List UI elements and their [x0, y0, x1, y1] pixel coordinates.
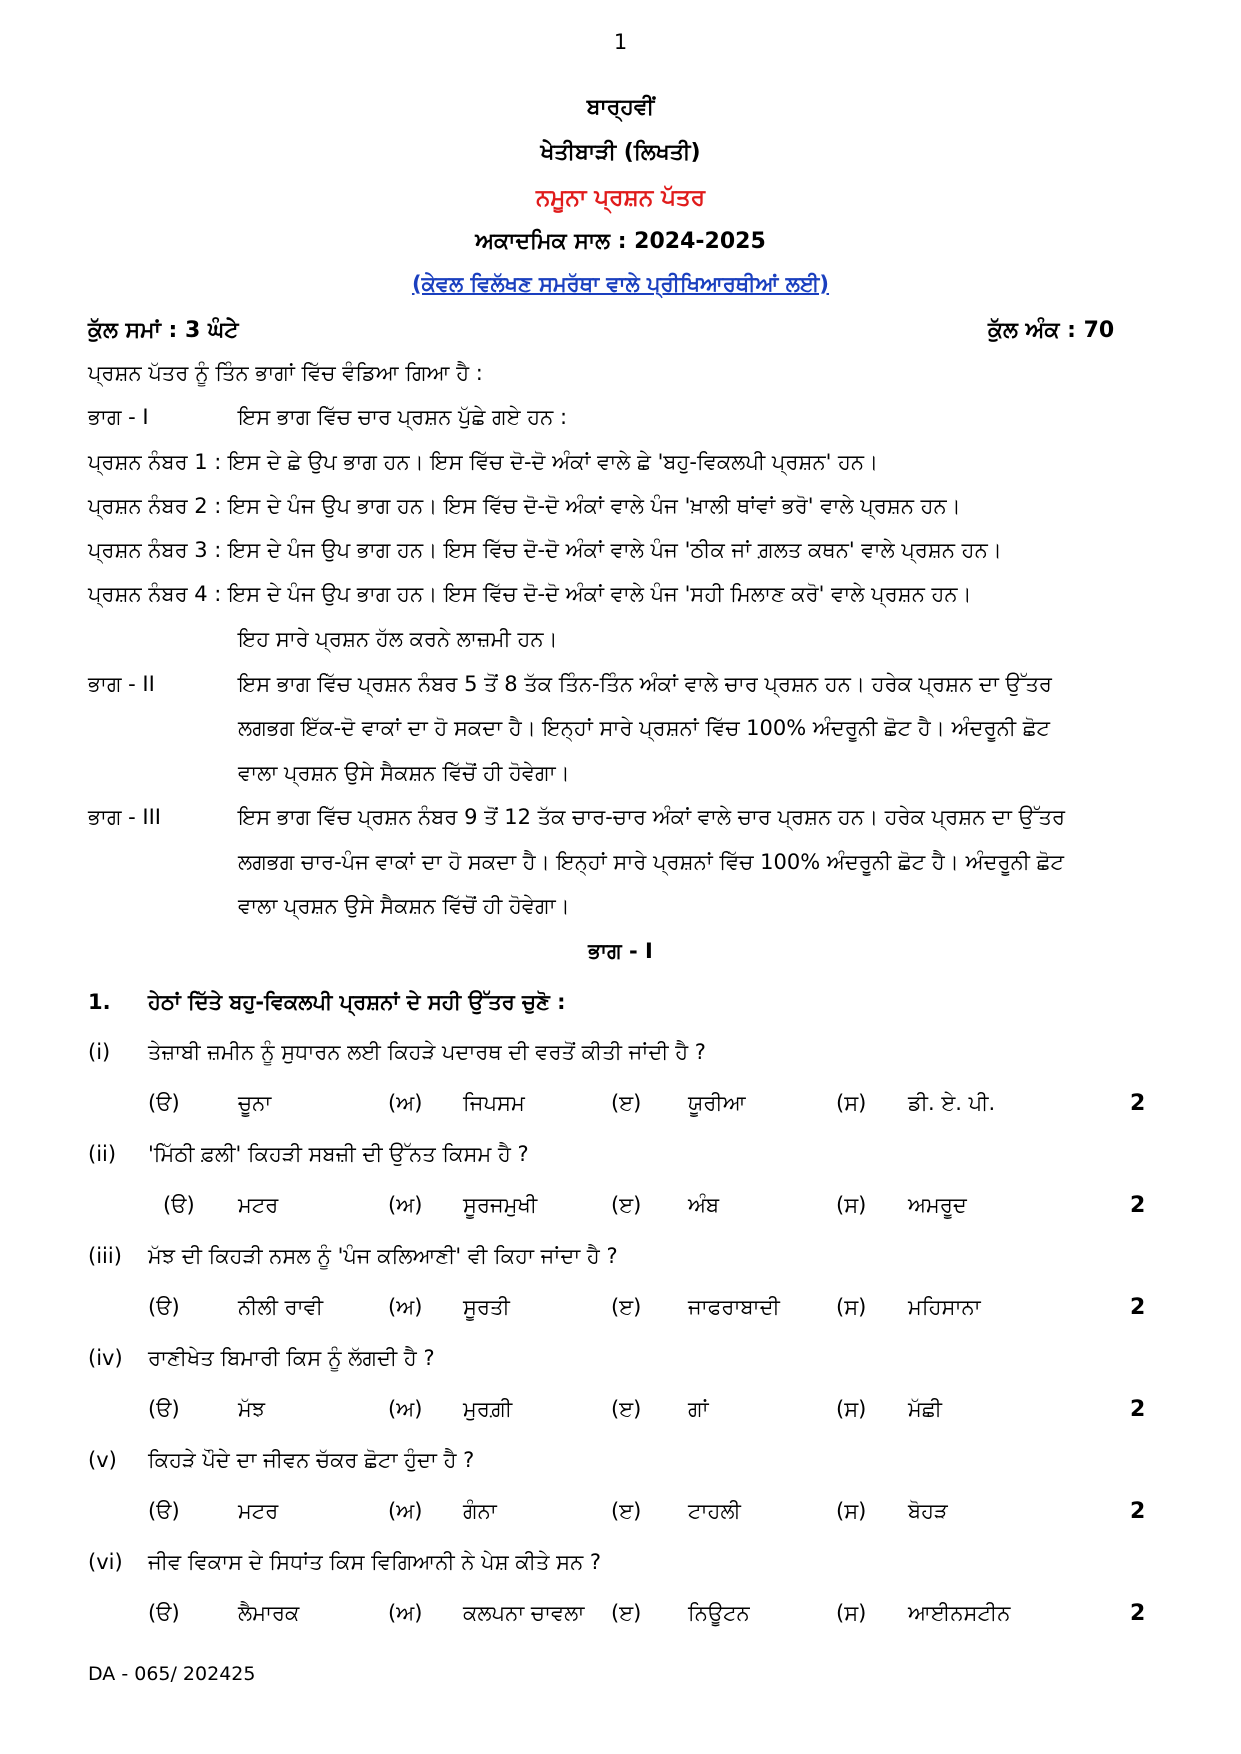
option-text: ਸੂਰਜਮੁਖੀ [463, 1193, 538, 1217]
part1-label: ਭਾਗ - I [88, 405, 149, 429]
marks: 2 [1130, 1295, 1146, 1320]
sub-question-text: ਤੇਜ਼ਾਬੀ ਜ਼ਮੀਨ ਨੂੰ ਸੁਧਾਰਨ ਲਈ ਕਿਹੜੇ ਪਦਾਰਥ ਦੀ ਵਰਤੋਂ ਕੀਤੀ ਜਾਂਦੀ ਹੈ ? [148, 1040, 706, 1064]
option-label: (ਅ) [388, 1091, 423, 1115]
option-text: ਮਟਰ [238, 1193, 279, 1217]
option-text: ਨਿਊਟਨ [688, 1601, 750, 1625]
option-label: (ੲ) [611, 1091, 642, 1115]
option-text: ਅਮਰੂਦ [908, 1193, 967, 1217]
sub-question-number: (v) [88, 1448, 117, 1472]
option-text: ਮੁਰਗ਼ੀ [463, 1397, 513, 1421]
option-text: ਟਾਹਲੀ [688, 1499, 741, 1523]
option-label: (ਸ) [836, 1499, 867, 1523]
instruction-q3: ਪ੍ਰਸ਼ਨ ਨੰਬਰ 3 : ਇਸ ਦੇ ਪੰਜ ਉਪ ਭਾਗ ਹਨ। ਇਸ ਵਿੱਚ ਦੋ-ਦੋ ਅੰਕਾਂ ਵਾਲੇ ਪੰਜ 'ਠੀਕ ਜਾਂ ਗ਼ਲਤ ਕਥਨ' ਵਾਲੇ ਪ੍ਰਸ਼ਨ ਹਨ। [88, 538, 1002, 562]
part2-line2: ਲਗਭਗ ਇੱਕ-ਦੋ ਵਾਕਾਂ ਦਾ ਹੋ ਸਕਦਾ ਹੈ। ਇਨ੍ਹਾਂ ਸਾਰੇ ਪ੍ਰਸ਼ਨਾਂ ਵਿੱਚ 100% ਅੰਦਰੂਨੀ ਛੋਟ ਹੈ। ਅੰਦਰੂਨੀ ਛੋਟ [238, 716, 1050, 740]
option-label: (ਸ) [836, 1091, 867, 1115]
option-text: ਯੂਰੀਆ [688, 1091, 746, 1115]
option-label: (ੳ) [163, 1193, 195, 1217]
sub-question-text: 'ਮਿੱਠੀ ਫ਼ਲੀ' ਕਿਹੜੀ ਸਬਜ਼ੀ ਦੀ ਉੱਨਤ ਕਿਸਮ ਹੈ ? [148, 1142, 529, 1166]
option-text: ਲੈਮਾਰਕ [238, 1601, 300, 1625]
option-label: (ੳ) [148, 1499, 180, 1523]
option-label: (ੲ) [611, 1499, 642, 1523]
option-label: (ਸ) [836, 1295, 867, 1319]
question-heading: ਹੇਠਾਂ ਦਿੱਤੇ ਬਹੁ-ਵਿਕਲਪੀ ਪ੍ਰਸ਼ਨਾਂ ਦੇ ਸਹੀ ਉੱਤਰ ਚੁਣੋ : [148, 990, 566, 1014]
option-text: ਗੰਨਾ [463, 1499, 497, 1523]
instruction-q1: ਪ੍ਰਸ਼ਨ ਨੰਬਰ 1 : ਇਸ ਦੇ ਛੇ ਉਪ ਭਾਗ ਹਨ। ਇਸ ਵਿੱਚ ਦੋ-ਦੋ ਅੰਕਾਂ ਵਾਲੇ ਛੇ 'ਬਹੁ-ਵਿਕਲਪੀ ਪ੍ਰਸ਼ਨ' ਹਨ। [88, 450, 879, 474]
option-label: (ਅ) [388, 1397, 423, 1421]
option-label: (ਸ) [836, 1601, 867, 1625]
sub-question-number: (iv) [88, 1346, 123, 1370]
section-title: ਭਾਗ - I [588, 939, 653, 963]
option-label: (ੲ) [611, 1601, 642, 1625]
option-text: ਕਲਪਨਾ ਚਾਵਲਾ [463, 1601, 585, 1625]
option-label: (ੳ) [148, 1601, 180, 1625]
instructions-intro: ਪ੍ਰਸ਼ਨ ਪੱਤਰ ਨੂੰ ਤਿੰਨ ਭਾਗਾਂ ਵਿੱਚ ਵੰਡਿਆ ਗਿਆ ਹੈ : [88, 361, 483, 385]
marks: 2 [1130, 1397, 1146, 1422]
special-note: (ਕੇਵਲ ਵਿਲੱਖਣ ਸਮਰੱਥਾ ਵਾਲੇ ਪ੍ਰੀਖਿਆਰਥੀਆਂ ਲਈ) [411, 272, 830, 296]
marks: 2 [1130, 1193, 1146, 1218]
option-text: ਨੀਲੀ ਰਾਵੀ [238, 1295, 324, 1319]
part1-text: ਇਸ ਭਾਗ ਵਿੱਚ ਚਾਰ ਪ੍ਰਸ਼ਨ ਪੁੱਛੇ ਗਏ ਹਨ : [238, 405, 568, 429]
sub-question-number: (iii) [88, 1244, 122, 1268]
instruction-q2: ਪ੍ਰਸ਼ਨ ਨੰਬਰ 2 : ਇਸ ਦੇ ਪੰਜ ਉਪ ਭਾਗ ਹਨ। ਇਸ ਵਿੱਚ ਦੋ-ਦੋ ਅੰਕਾਂ ਵਾਲੇ ਪੰਜ 'ਖ਼ਾਲੀ ਥਾਂਵਾਂ ਭਰੋ' ਵਾਲੇ ਪ੍ਰਸ਼ਨ ਹਨ। [88, 494, 961, 518]
option-label: (ੲ) [611, 1193, 642, 1217]
option-label: (ਅ) [388, 1193, 423, 1217]
class-title: ਬਾਰ੍ਹਵੀਂ [586, 95, 655, 120]
option-text: ਜਿਪਸਮ [463, 1091, 525, 1115]
marks: 2 [1130, 1601, 1146, 1626]
option-text: ਮੱਝ [238, 1397, 266, 1421]
sub-question-text: ਕਿਹੜੇ ਪੌਦੇ ਦਾ ਜੀਵਨ ਚੱਕਰ ਛੋਟਾ ਹੁੰਦਾ ਹੈ ? [148, 1448, 475, 1472]
option-text: ਮੱਛੀ [908, 1397, 942, 1421]
sub-question-number: (i) [88, 1040, 111, 1064]
option-text: ਡੀ. ਏ. ਪੀ. [908, 1091, 996, 1115]
option-label: (ੳ) [148, 1091, 180, 1115]
paper-type-title: ਨਮੂਨਾ ਪ੍ਰਸ਼ਨ ਪੱਤਰ [535, 185, 706, 211]
total-marks: ਕੁੱਲ ਅੰਕ : 70 [988, 318, 1115, 343]
marks: 2 [1130, 1091, 1146, 1116]
option-label: (ਅ) [388, 1601, 423, 1625]
sub-question-number: (vi) [88, 1550, 123, 1574]
option-text: ਮਹਿਸਾਨਾ [908, 1295, 981, 1319]
part3-label: ਭਾਗ - III [88, 805, 162, 829]
option-label: (ਸ) [836, 1193, 867, 1217]
part2-line1: ਇਸ ਭਾਗ ਵਿੱਚ ਪ੍ਰਸ਼ਨ ਨੰਬਰ 5 ਤੋਂ 8 ਤੱਕ ਤਿੰਨ-ਤਿੰਨ ਅੰਕਾਂ ਵਾਲੇ ਚਾਰ ਪ੍ਰਸ਼ਨ ਹਨ। ਹਰੇਕ ਪ੍ਰਸ਼ਨ ਦਾ ਉੱਤਰ [238, 672, 1052, 696]
part3-line1: ਇਸ ਭਾਗ ਵਿੱਚ ਪ੍ਰਸ਼ਨ ਨੰਬਰ 9 ਤੋਂ 12 ਤੱਕ ਚਾਰ-ਚਾਰ ਅੰਕਾਂ ਵਾਲੇ ਚਾਰ ਪ੍ਰਸ਼ਨ ਹਨ। ਹਰੇਕ ਪ੍ਰਸ਼ਨ ਦਾ ਉੱਤਰ [238, 805, 1066, 829]
option-text: ਚੂਨਾ [238, 1091, 272, 1115]
option-label: (ੳ) [148, 1295, 180, 1319]
question-number: 1. [88, 990, 111, 1014]
part3-line2: ਲਗਭਗ ਚਾਰ-ਪੰਜ ਵਾਕਾਂ ਦਾ ਹੋ ਸਕਦਾ ਹੈ। ਇਨ੍ਹਾਂ ਸਾਰੇ ਪ੍ਰਸ਼ਨਾਂ ਵਿੱਚ 100% ਅੰਦਰੂਨੀ ਛੋਟ ਹੈ। ਅੰਦਰੂਨੀ ਛੋਟ [238, 850, 1064, 874]
part2-label: ਭਾਗ - II [88, 672, 155, 696]
academic-year: ਅਕਾਦਮਿਕ ਸਾਲ : 2024-2025 [475, 229, 766, 254]
option-label: (ੳ) [148, 1397, 180, 1421]
sub-question-text: ਜੀਵ ਵਿਕਾਸ ਦੇ ਸਿਧਾਂਤ ਕਿਸ ਵਿਗਿਆਨੀ ਨੇ ਪੇਸ਼ ਕੀਤੇ ਸਨ ? [148, 1550, 602, 1574]
total-time: ਕੁੱਲ ਸਮਾਂ : 3 ਘੰਟੇ [88, 318, 239, 343]
footer-code: DA - 065/ 202425 [88, 1663, 256, 1685]
option-label: (ਅ) [388, 1499, 423, 1523]
option-text: ਅੰਬ [688, 1193, 720, 1217]
option-label: (ਸ) [836, 1397, 867, 1421]
sub-question-text: ਰਾਣੀਖੇਤ ਬਿਮਾਰੀ ਕਿਸ ਨੂੰ ਲੱਗਦੀ ਹੈ ? [148, 1346, 435, 1370]
option-label: (ਅ) [388, 1295, 423, 1319]
option-text: ਸੂਰਤੀ [463, 1295, 510, 1319]
part3-line3: ਵਾਲਾ ਪ੍ਰਸ਼ਨ ਉਸੇ ਸੈਕਸ਼ਨ ਵਿੱਚੋਂ ਹੀ ਹੋਵੇਗਾ। [238, 894, 570, 918]
option-text: ਆਈਨਸਟੀਨ [908, 1601, 1011, 1625]
option-label: (ੲ) [611, 1397, 642, 1421]
compulsory-note: ਇਹ ਸਾਰੇ ਪ੍ਰਸ਼ਨ ਹੱਲ ਕਰਨੇ ਲਾਜ਼ਮੀ ਹਨ। [238, 627, 558, 651]
option-text: ਮਟਰ [238, 1499, 279, 1523]
sub-question-text: ਮੱਝ ਦੀ ਕਿਹੜੀ ਨਸਲ ਨੂੰ 'ਪੰਜ ਕਲਿਆਣੀ' ਵੀ ਕਿਹਾ ਜਾਂਦਾ ਹੈ ? [148, 1244, 618, 1268]
sub-question-number: (ii) [88, 1142, 117, 1166]
option-text: ਗਾਂ [688, 1397, 709, 1421]
instruction-q4: ਪ੍ਰਸ਼ਨ ਨੰਬਰ 4 : ਇਸ ਦੇ ਪੰਜ ਉਪ ਭਾਗ ਹਨ। ਇਸ ਵਿੱਚ ਦੋ-ਦੋ ਅੰਕਾਂ ਵਾਲੇ ਪੰਜ 'ਸਹੀ ਮਿਲਾਣ ਕਰੋ' ਵਾਲੇ ਪ੍ਰਸ਼ਨ ਹਨ। [88, 582, 972, 606]
marks: 2 [1130, 1499, 1146, 1524]
part2-line3: ਵਾਲਾ ਪ੍ਰਸ਼ਨ ਉਸੇ ਸੈਕਸ਼ਨ ਵਿੱਚੋਂ ਹੀ ਹੋਵੇਗਾ। [238, 761, 570, 785]
page-number: 1 [613, 30, 628, 54]
option-text: ਜਾਫਰਾਬਾਦੀ [688, 1295, 780, 1319]
subject-title: ਖੇਤੀਬਾੜੀ (ਲਿਖਤੀ) [540, 140, 701, 165]
option-text: ਬੋਹੜ [908, 1499, 948, 1523]
option-label: (ੲ) [611, 1295, 642, 1319]
